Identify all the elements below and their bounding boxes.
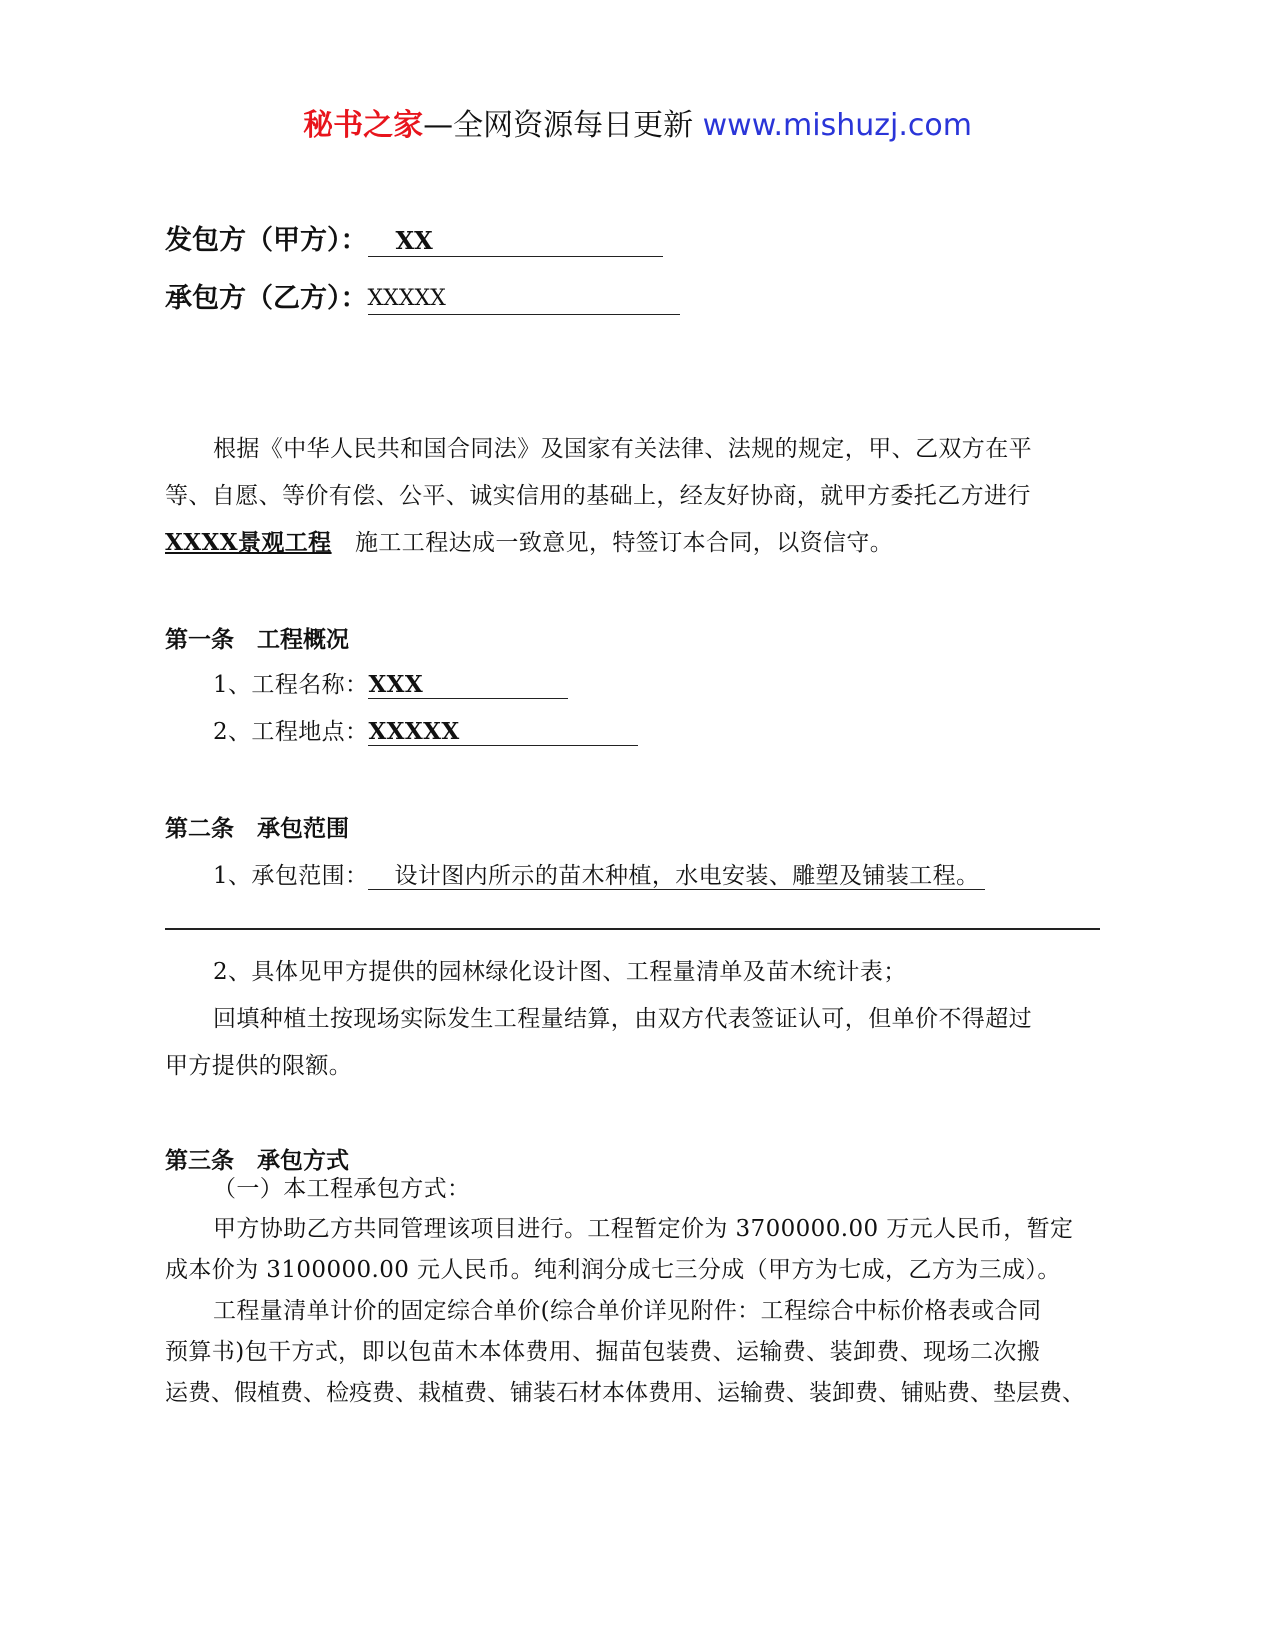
article-3-heading: 第三条 承包方式 — [165, 1147, 349, 1174]
article-3-p2-line-3: 运费、假植费、检疫费、栽植费、铺装石材本体费用、运输费、装卸费、铺贴费、垫层费、 — [165, 1380, 1085, 1406]
article-2-para-line-1: 回填种植土按现场实际发生工程量结算，由双方代表签证认可，但单价不得超过 — [213, 1006, 1032, 1032]
project-location-label: 2、工程地点： — [213, 719, 369, 745]
project-location-value: XXXXX — [368, 719, 638, 746]
article-3-sub-1: （一）本工程承包方式： — [213, 1176, 471, 1202]
brand-name: 秘书之家 — [303, 108, 424, 143]
site-header — [0, 100, 1275, 144]
preamble-line-3-rest: 施工工程达成一致意见，特签订本合同，以资信守。 — [355, 530, 894, 556]
header-slogan: —全网资源每日更新 — [423, 108, 694, 143]
scope-label: 1、承包范围： — [213, 863, 369, 889]
project-name-label: 1、工程名称： — [213, 672, 369, 698]
article-3-p1-line-1: 甲方协助乙方共同管理该项目进行。工程暂定价为 3700000.00 万元人民币，暂定 — [213, 1216, 1074, 1242]
article-3-p2-line-2: 预算书)包干方式，即以包苗木本体费用、掘苗包装费、运输费、装卸费、现场二次搬 — [165, 1339, 1041, 1365]
preamble-line-3 — [165, 524, 893, 557]
article-2-item-2: 2、具体见甲方提供的园林绿化设计图、工程量清单及苗木统计表； — [213, 959, 907, 985]
article-2-heading: 第二条 承包范围 — [165, 815, 349, 842]
article-3-p2-line-1: 工程量清单计价的固定综合单价(综合单价详见附件：工程综合中标价格表或合同 — [213, 1298, 1042, 1324]
article-3-p1-line-2: 成本价为 3100000.00 元人民币。纯利润分成七三分成（甲方为七成，乙方为三成）。 — [165, 1257, 1061, 1283]
article-2-item-1 — [213, 857, 985, 890]
site-url-link[interactable]: www.mishuzj.com — [702, 108, 972, 143]
preamble-line-2: 等、自愿、等价有偿、公平、诚实信用的基础上，经友好协商，就甲方委托乙方进行 — [165, 483, 1031, 509]
article-1-item-1 — [213, 666, 568, 699]
party-b-value: XXXXX — [368, 284, 680, 315]
party-b-row — [165, 276, 680, 315]
article-1-item-2 — [213, 713, 638, 746]
article-2-para-line-2: 甲方提供的限额。 — [165, 1053, 353, 1079]
project-name-value: XXX — [368, 672, 568, 699]
article-1-heading: 第一条 工程概况 — [165, 626, 349, 653]
blank-fill-line — [165, 928, 1100, 930]
scope-value: 设计图内所示的苗木种植，水电安装、雕塑及铺装工程。 — [368, 863, 985, 890]
party-a-value: XX — [368, 226, 663, 257]
project-name: XXXX景观工程 — [165, 529, 332, 556]
preamble-line-1: 根据《中华人民共和国合同法》及国家有关法律、法规的规定，甲、乙双方在平 — [213, 436, 1032, 462]
party-a-row — [165, 218, 663, 257]
party-b-label: 承包方（乙方）： — [165, 283, 368, 314]
party-a-label: 发包方（甲方）： — [165, 225, 368, 256]
